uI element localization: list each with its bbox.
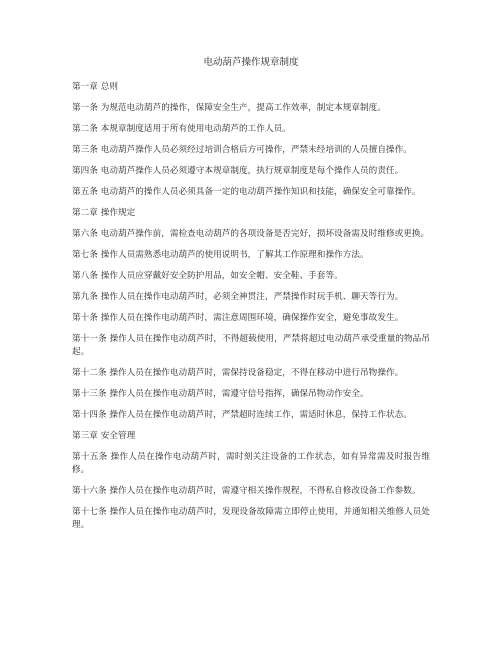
- article-paragraph: 第十三条 操作人员在操作电动葫芦时，需遵守信号指挥，确保吊物动作安全。: [72, 389, 369, 399]
- article-paragraph: 第三条 电动葫芦操作人员必须经过培训合格后方可操作，严禁未经培训的人员擅自操作。: [72, 145, 412, 155]
- chapter-heading: 第一章 总则: [72, 82, 119, 92]
- article-paragraph: 第七条 操作人员需熟悉电动葫芦的使用说明书，了解其工作原理和操作方法。: [72, 250, 369, 260]
- article-paragraph: 第六条 电动葫芦操作前，需检查电动葫芦的各项设备是否完好，损坏设备需及时维修或更换。: [72, 229, 430, 239]
- document-title: 电动葫芦操作规章制度: [203, 57, 299, 68]
- article-paragraph: 第十七条 操作人员在操作电动葫芦时，发现设备故障需立即停止使用，并通知相关维修人员处理。: [72, 507, 430, 530]
- article-paragraph: 第一条 为规范电动葫芦的操作，保障安全生产，提高工作效率，制定本规章制度。: [72, 103, 386, 113]
- article-paragraph: 第十五条 操作人员在操作电动葫芦时，需时刻关注设备的工作状态，如有异常需及时报告维修。: [72, 452, 430, 475]
- article-paragraph: 第九条 操作人员在操作电动葫芦时，必须全神贯注，严禁操作时玩手机、聊天等行为。: [72, 292, 404, 302]
- chapter-heading: 第三章 安全管理: [72, 431, 136, 441]
- article-paragraph: 第十一条 操作人员在操作电动葫芦时，不得超载使用，严禁将超过电动葫芦承受重量的物品吊起。: [72, 334, 430, 357]
- article-paragraph: 第十二条 操作人员在操作电动葫芦时，需保持设备稳定，不得在移动中进行吊物操作。: [72, 368, 404, 378]
- article-paragraph: 第十条 操作人员在操作电动葫芦时，需注意周围环境，确保操作安全，避免事故发生。: [72, 313, 404, 323]
- article-paragraph: 第四条 电动葫芦操作人员必须遵守本规章制度，执行规章制度是每个操作人员的责任。: [72, 166, 404, 176]
- article-paragraph: 第五条 电动葫芦的操作人员必须具备一定的电动葫芦操作知识和技能，确保安全可靠操作。: [72, 187, 421, 197]
- article-paragraph: 第二条 本规章制度适用于所有使用电动葫芦的工作人员。: [72, 124, 291, 134]
- chapter-heading: 第二章 操作规定: [72, 208, 136, 218]
- article-paragraph: 第八条 操作人员应穿戴好安全防护用品，如安全帽、安全鞋、手套等。: [72, 271, 343, 281]
- article-paragraph: 第十六条 操作人员在操作电动葫芦时，需遵守相关操作规程，不得私自修改设备工作参数。: [72, 486, 421, 496]
- article-paragraph: 第十四条 操作人员在操作电动葫芦时，严禁超时连续工作，需适时休息，保持工作状态。: [72, 410, 412, 420]
